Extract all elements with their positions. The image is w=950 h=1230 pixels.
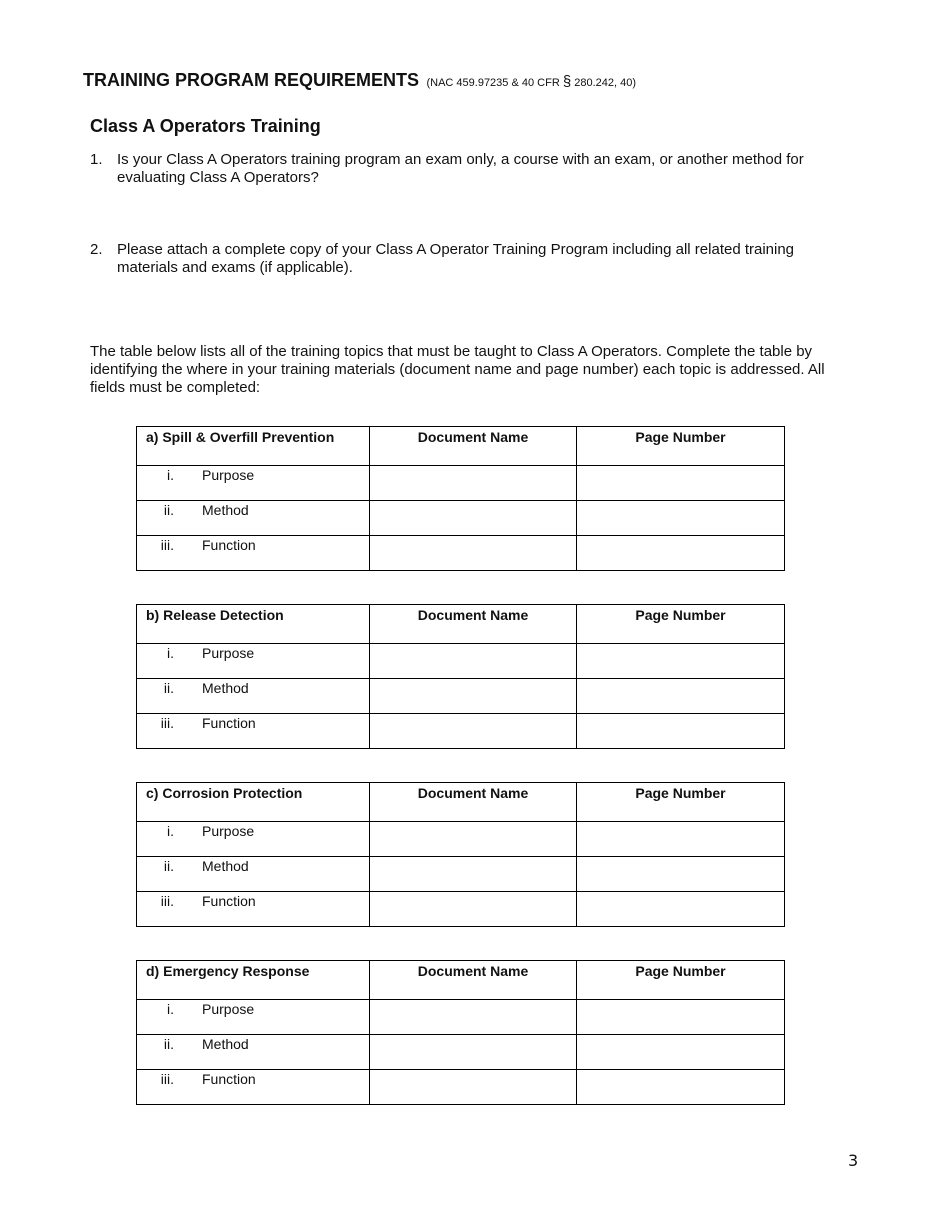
item-label: Purpose (202, 645, 255, 661)
table-row (137, 536, 785, 571)
document-name-field[interactable] (370, 892, 577, 927)
page-number: 3 (848, 1151, 859, 1170)
page-number-field[interactable] (577, 857, 785, 892)
document-name-header: Document Name (370, 783, 577, 822)
page-number-header: Page Number (577, 783, 785, 822)
reference-suffix: 280.242, 40) (574, 77, 637, 89)
document-name-field[interactable] (370, 822, 577, 857)
item-numeral: ii. (163, 1036, 174, 1052)
question-text: Please attach a complete copy of your Class A Operator Training Program including all related training materials and exams (if applicable). (117, 241, 795, 276)
document-name-field[interactable] (370, 857, 577, 892)
main-heading (83, 70, 636, 91)
topic-item (137, 679, 370, 714)
document-name-field[interactable] (370, 536, 577, 571)
reference-prefix: (NAC 459.97235 & 40 CFR (426, 77, 560, 89)
table-row (137, 644, 785, 679)
page-title: TRAINING PROGRAM REQUIREMENTS (83, 70, 420, 90)
item-numeral: i. (167, 467, 174, 483)
topic-header: d) Emergency Response (137, 961, 370, 1000)
page-number-field[interactable] (577, 1035, 785, 1070)
section-symbol: § (562, 73, 572, 90)
page-number-header: Page Number (577, 605, 785, 644)
document-name-field[interactable] (370, 501, 577, 536)
topic-item (137, 1035, 370, 1070)
topic-item (137, 1070, 370, 1105)
item-label: Purpose (202, 467, 255, 483)
page-number-field[interactable] (577, 1000, 785, 1035)
table-row (137, 822, 785, 857)
table-row (137, 857, 785, 892)
topic-item (137, 466, 370, 501)
topic-header: c) Corrosion Protection (137, 783, 370, 822)
item-numeral: ii. (163, 858, 174, 874)
question-1 (90, 151, 850, 187)
table-row (137, 1070, 785, 1105)
section-heading: Class A Operators Training (90, 116, 321, 136)
page-number-field[interactable] (577, 892, 785, 927)
table-row (137, 501, 785, 536)
document-name-field[interactable] (370, 1035, 577, 1070)
topic-item (137, 536, 370, 571)
item-numeral: iii. (160, 893, 174, 909)
table-row (137, 466, 785, 501)
topic-item (137, 1000, 370, 1035)
page-number-header: Page Number (577, 961, 785, 1000)
page-number-field[interactable] (577, 536, 785, 571)
topic-item (137, 822, 370, 857)
item-numeral: iii. (160, 537, 174, 553)
document-name-header: Document Name (370, 961, 577, 1000)
item-label: Function (202, 537, 256, 553)
item-label: Purpose (202, 1001, 255, 1017)
page-number-field[interactable] (577, 822, 785, 857)
item-label: Method (202, 680, 249, 696)
page-number-field[interactable] (577, 466, 785, 501)
question-number: 2. (90, 241, 103, 258)
table-row (137, 892, 785, 927)
topic-item (137, 892, 370, 927)
item-label: Method (202, 858, 249, 874)
page-number-field[interactable] (577, 644, 785, 679)
item-numeral: i. (167, 1001, 174, 1017)
document-name-field[interactable] (370, 714, 577, 749)
question-number: 1. (90, 151, 103, 168)
document-name-field[interactable] (370, 1000, 577, 1035)
document-name-header: Document Name (370, 605, 577, 644)
page-number-field[interactable] (577, 714, 785, 749)
item-label: Purpose (202, 823, 255, 839)
topic-table-spill-overfill (136, 426, 785, 571)
item-numeral: iii. (160, 715, 174, 731)
item-numeral: i. (167, 823, 174, 839)
topic-header: a) Spill & Overfill Prevention (137, 427, 370, 466)
question-text: Is your Class A Operators training program an exam only, a course with an exam, or another method for evaluating Class A Operators? (117, 151, 804, 186)
document-name-field[interactable] (370, 1070, 577, 1105)
topic-table-corrosion-protection (136, 782, 785, 927)
topic-table-emergency-response (136, 960, 785, 1105)
table-row (137, 1035, 785, 1070)
item-label: Function (202, 1071, 256, 1087)
document-name-field[interactable] (370, 466, 577, 501)
table-header-row (137, 783, 785, 822)
item-label: Function (202, 893, 256, 909)
document-name-field[interactable] (370, 644, 577, 679)
table-row (137, 714, 785, 749)
table-instructions: The table below lists all of the training topics that must be taught to Class A Operators. Complete the table by identifying the where in your training materials (document name and page number) each topic is addressed. All fields must be completed: (90, 343, 825, 396)
regulation-reference (426, 73, 637, 90)
item-label: Method (202, 502, 249, 518)
page-number-field[interactable] (577, 679, 785, 714)
table-row (137, 679, 785, 714)
document-name-header: Document Name (370, 427, 577, 466)
page-number-field[interactable] (577, 501, 785, 536)
table-row (137, 1000, 785, 1035)
item-numeral: i. (167, 645, 174, 661)
table-header-row (137, 427, 785, 466)
question-2 (90, 241, 850, 277)
item-label: Method (202, 1036, 249, 1052)
topic-item (137, 714, 370, 749)
item-numeral: ii. (163, 502, 174, 518)
page-number-field[interactable] (577, 1070, 785, 1105)
topic-item (137, 857, 370, 892)
topic-table-release-detection (136, 604, 785, 749)
topic-header: b) Release Detection (137, 605, 370, 644)
topic-item (137, 501, 370, 536)
document-name-field[interactable] (370, 679, 577, 714)
item-label: Function (202, 715, 256, 731)
table-header-row (137, 961, 785, 1000)
item-numeral: iii. (160, 1071, 174, 1087)
page-number-header: Page Number (577, 427, 785, 466)
item-numeral: ii. (163, 680, 174, 696)
topic-item (137, 644, 370, 679)
table-header-row (137, 605, 785, 644)
